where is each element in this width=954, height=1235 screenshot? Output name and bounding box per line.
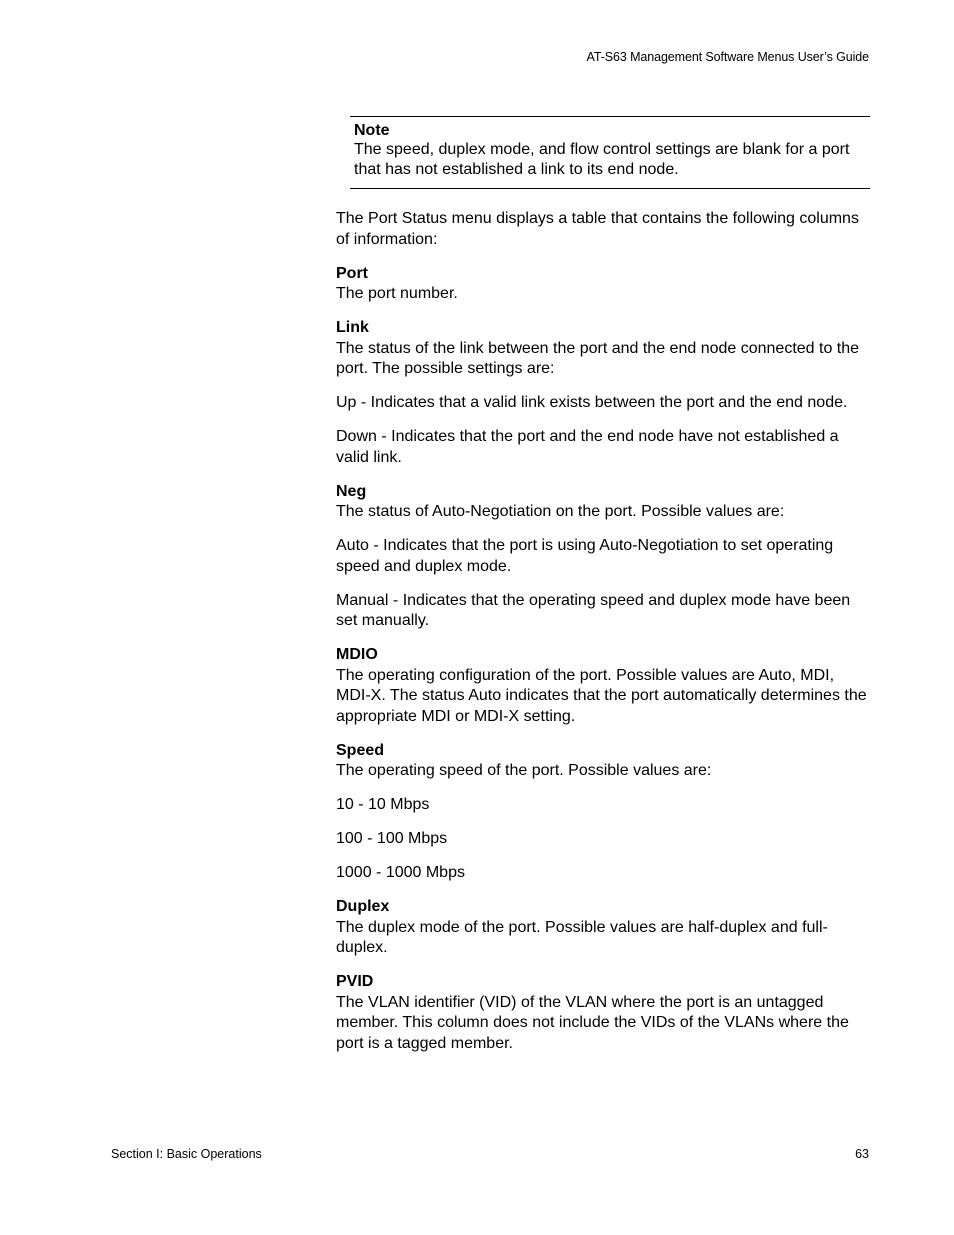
value-down: Down - Indicates that the port and the end node have not established a valid link. (336, 428, 839, 466)
term-description: The operating speed of the port. Possible values are: (336, 762, 712, 779)
term-description: The status of Auto-Negotiation on the port. Possible values are: (336, 503, 785, 520)
term-mdio (336, 645, 870, 727)
term-port (336, 264, 870, 305)
note-box (350, 116, 870, 189)
term-description: The operating configuration of the port. Possible values are Auto, MDI, MDI-X. The status Auto indicates that the port automatically determines the appropriate MDI or MDI-X setting. (336, 666, 867, 725)
term-title: Link (336, 319, 369, 336)
term-title: Speed (336, 741, 385, 759)
value-100: 100 - 100 Mbps (336, 830, 448, 847)
term-pvid (336, 972, 870, 1054)
value-auto: Auto - Indicates that the port is using Auto-Negotiation to set operating speed and duplex mode. (336, 537, 834, 575)
page-number: 63 (855, 1147, 869, 1161)
term-description: The status of the link between the port and the end node connected to the port. The possible settings are: (336, 339, 860, 377)
value-manual: Manual - Indicates that the operating speed and duplex mode have been set manually. (336, 591, 851, 629)
value-up: Up - Indicates that a valid link exists between the port and the end node. (336, 394, 848, 411)
term-title: Duplex (336, 898, 390, 915)
footer-section: Section I: Basic Operations (111, 1147, 262, 1161)
term-neg (336, 482, 870, 523)
term-description: The port number. (336, 285, 458, 302)
note-title: Note (354, 122, 390, 139)
value-10: 10 - 10 Mbps (336, 796, 430, 813)
term-description: The duplex mode of the port. Possible values are half-duplex and full-duplex. (336, 918, 828, 956)
value-1000: 1000 - 1000 Mbps (336, 864, 465, 881)
term-duplex (336, 897, 870, 959)
term-title: Neg (336, 482, 367, 500)
term-link (336, 318, 870, 380)
running-header: AT-S63 Management Software Menus User’s Guide (586, 50, 869, 64)
note-text: The speed, duplex mode, and flow control settings are blank for a port that has not established a link to its end node. (354, 141, 850, 178)
term-speed (336, 741, 870, 782)
term-title: Port (336, 264, 368, 282)
term-description: The VLAN identifier (VID) of the VLAN where the port is an untagged member. This column does not include the VIDs of the VLANs where the port is a tagged member. (336, 993, 849, 1052)
term-title: PVID (336, 973, 374, 990)
main-content (336, 209, 870, 1068)
intro-paragraph: The Port Status menu displays a table that contains the following columns of information: (336, 210, 859, 248)
term-title: MDIO (336, 646, 378, 663)
